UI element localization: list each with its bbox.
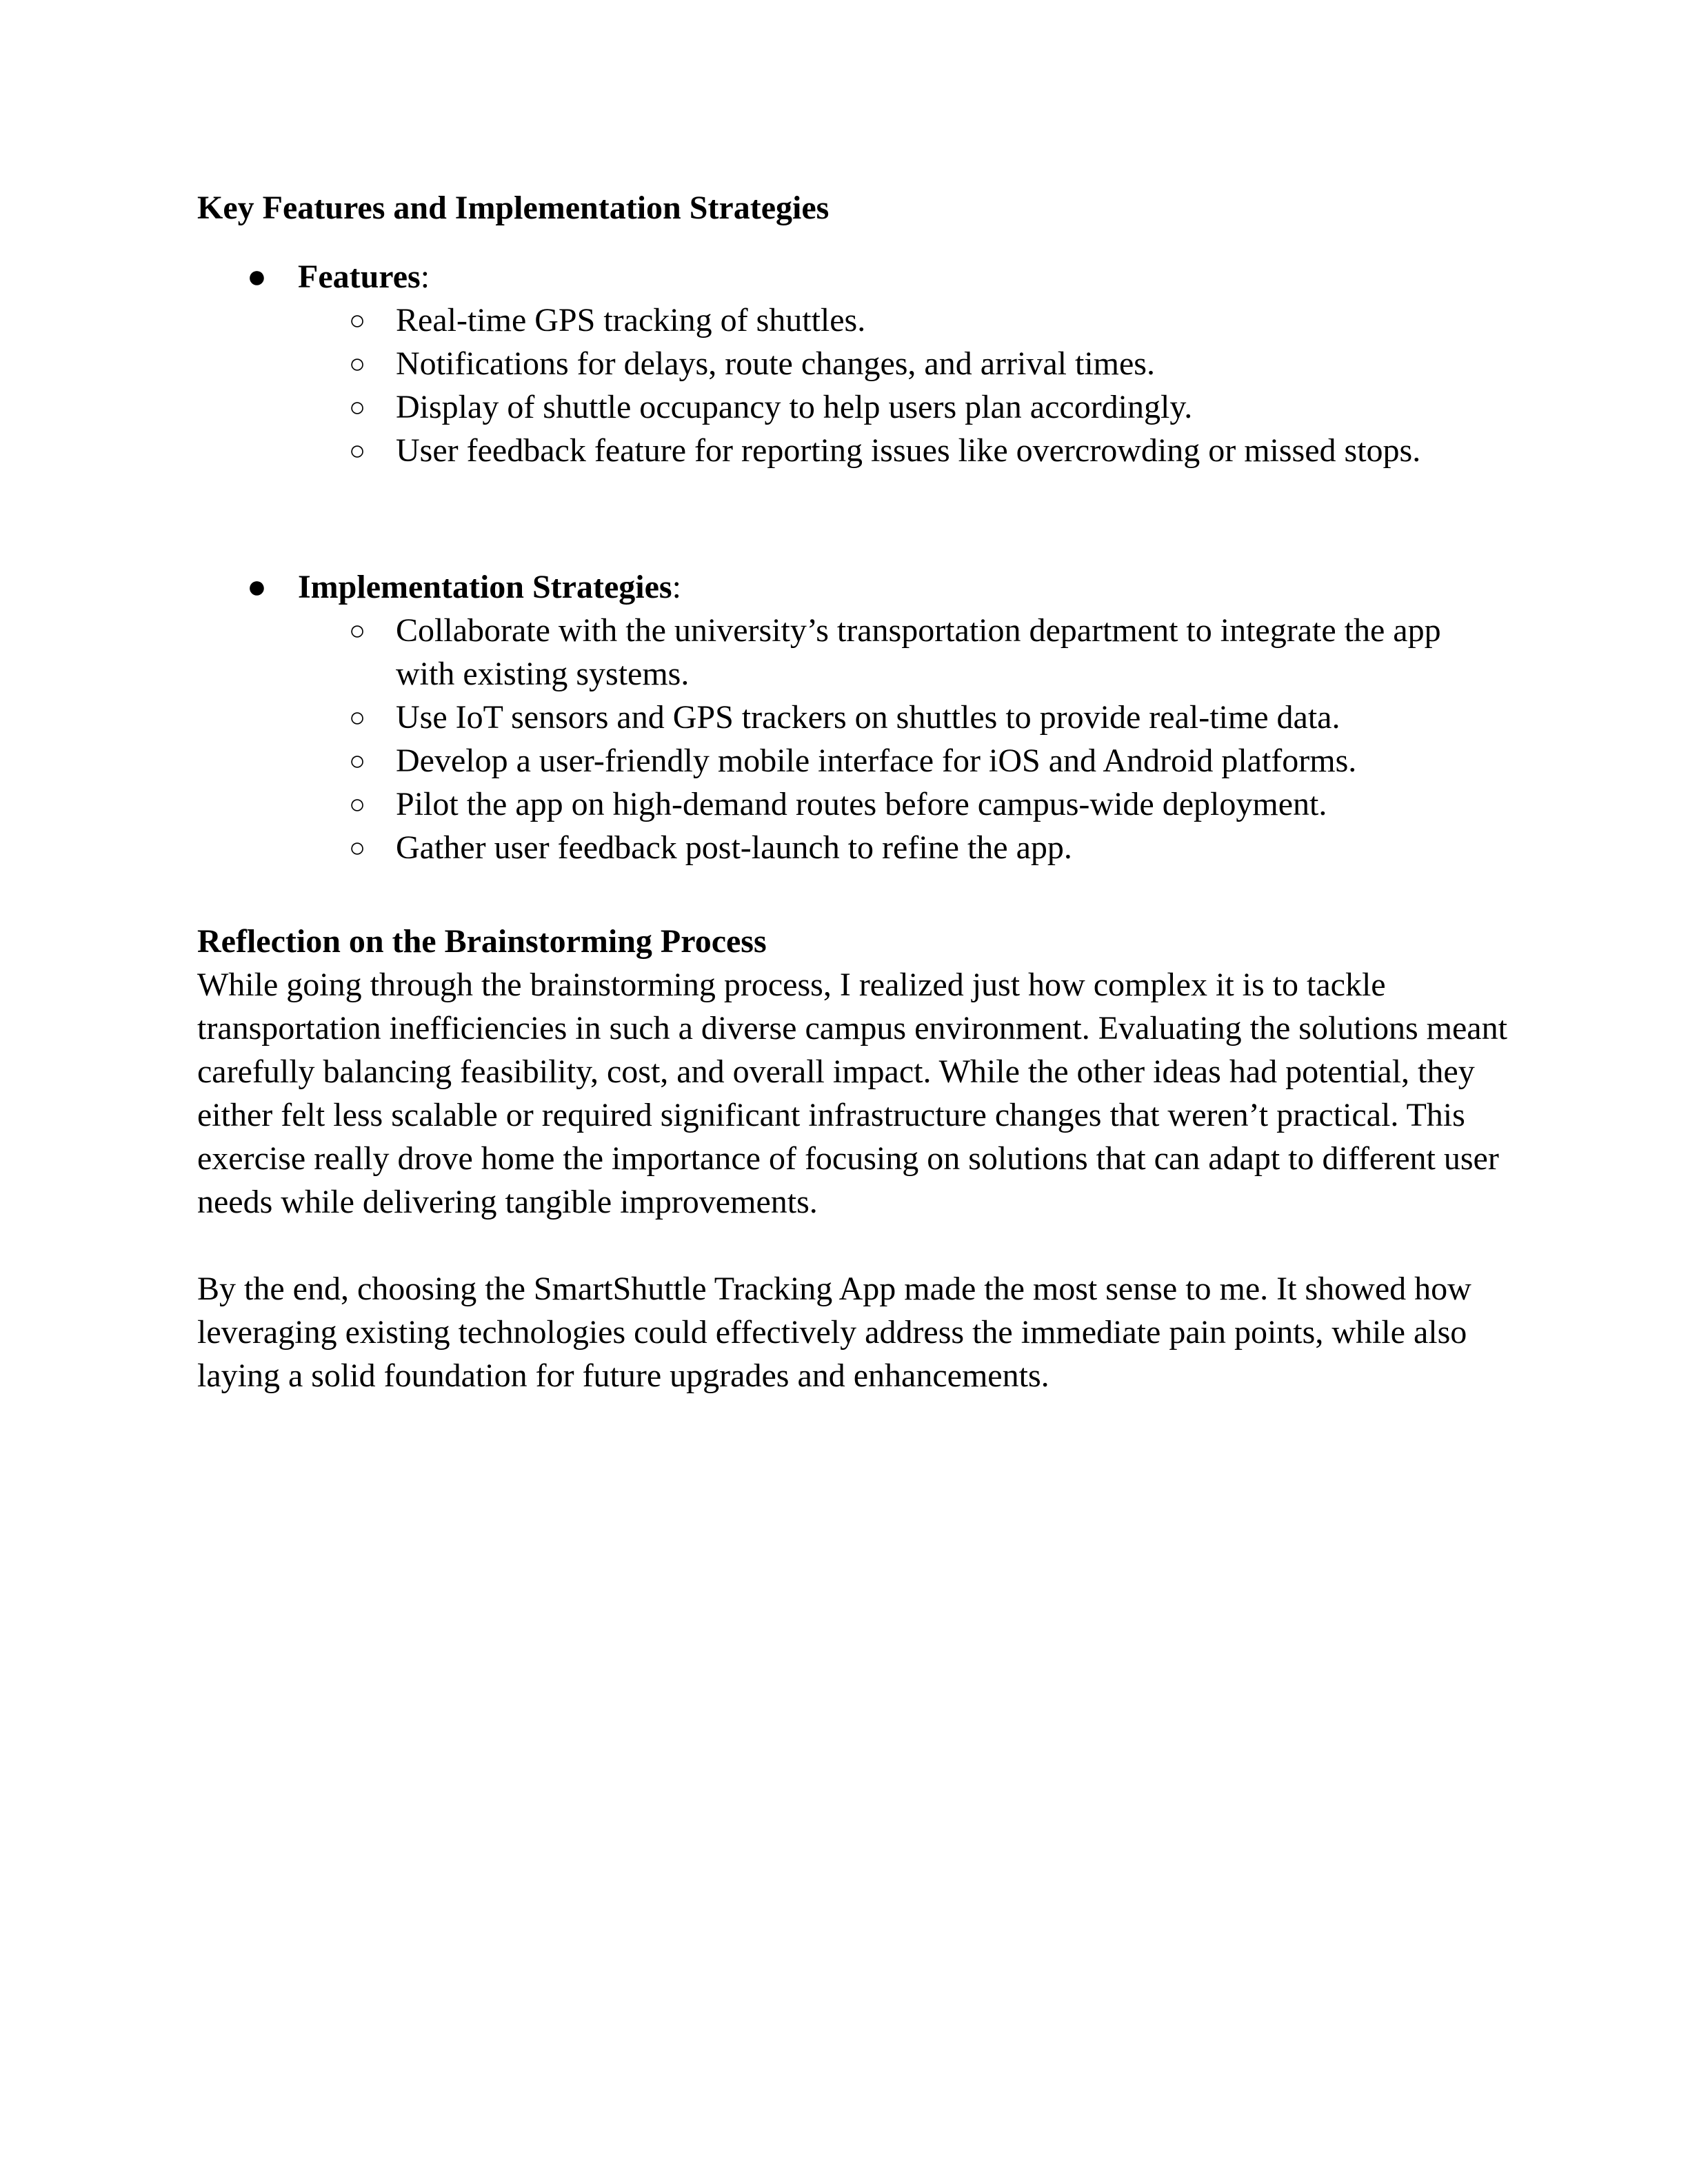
list-item: ○ Notifications for delays, route changes, and arrival times. — [197, 342, 1507, 385]
list-item: ○ Pilot the app on high-demand routes before campus-wide deployment. — [197, 782, 1507, 826]
list-item: ○ Use IoT sensors and GPS trackers on shuttles to provide real-time data. — [197, 696, 1507, 739]
hollow-bullet-icon: ○ — [349, 745, 366, 776]
list-group-implementation-strategies — [197, 565, 1507, 609]
filled-bullet-icon: ● — [247, 569, 267, 605]
hollow-bullet-icon: ○ — [349, 615, 366, 646]
section-heading-reflection: Reflection on the Brainstorming Process — [197, 923, 767, 960]
list-group-features — [197, 255, 1507, 299]
document-page — [197, 186, 1507, 1397]
reflection-paragraph: While going through the brainstorming process, I realized just how complex it is to tackle transportation inefficiencies in such a diverse campus environment. Evaluating the solutions meant carefully balancing feasibility, cost, and overall impact. While the other ideas had potential, they either felt less scalable or required significant infrastructure changes that weren’t practical. This exercise really drove home the importance of focusing on solutions that can adapt to different user needs while delivering tangible improvements. — [197, 967, 1507, 1220]
hollow-bullet-icon: ○ — [349, 789, 366, 820]
hollow-bullet-icon: ○ — [349, 702, 366, 733]
list-item: ○ Real-time GPS tracking of shuttles. — [197, 299, 1507, 342]
strategies-list — [197, 609, 1507, 869]
hollow-bullet-icon: ○ — [349, 435, 366, 466]
conclusion-paragraph: By the end, choosing the SmartShuttle Tracking App made the most sense to me. It showed how leveraging existing technologies could effectively address the immediate pain points, while also laying a solid foundation for future upgrades and enhancements. — [197, 1271, 1471, 1394]
list-item: ○ Collaborate with the university’s transportation department to integrate the app with existing systems. — [197, 609, 1507, 696]
filled-bullet-icon: ● — [247, 259, 267, 295]
features-list — [197, 299, 1507, 472]
hollow-bullet-icon: ○ — [349, 348, 366, 379]
group-label-colon: : — [672, 569, 681, 605]
group-label: Features — [298, 259, 421, 295]
section-heading-key-features: Key Features and Implementation Strategies — [197, 190, 830, 226]
hollow-bullet-icon: ○ — [349, 305, 366, 336]
hollow-bullet-icon: ○ — [349, 392, 366, 423]
hollow-bullet-icon: ○ — [349, 832, 366, 863]
list-item: ○ Develop a user-friendly mobile interface for iOS and Android platforms. — [197, 739, 1507, 782]
group-label-colon: : — [420, 259, 430, 295]
list-item: ○ User feedback feature for reporting issues like overcrowding or missed stops. — [197, 429, 1507, 472]
list-item: ○ Display of shuttle occupancy to help users plan accordingly. — [197, 385, 1507, 429]
group-label: Implementation Strategies — [298, 569, 672, 605]
list-item: ○ Gather user feedback post-launch to refine the app. — [197, 826, 1507, 869]
